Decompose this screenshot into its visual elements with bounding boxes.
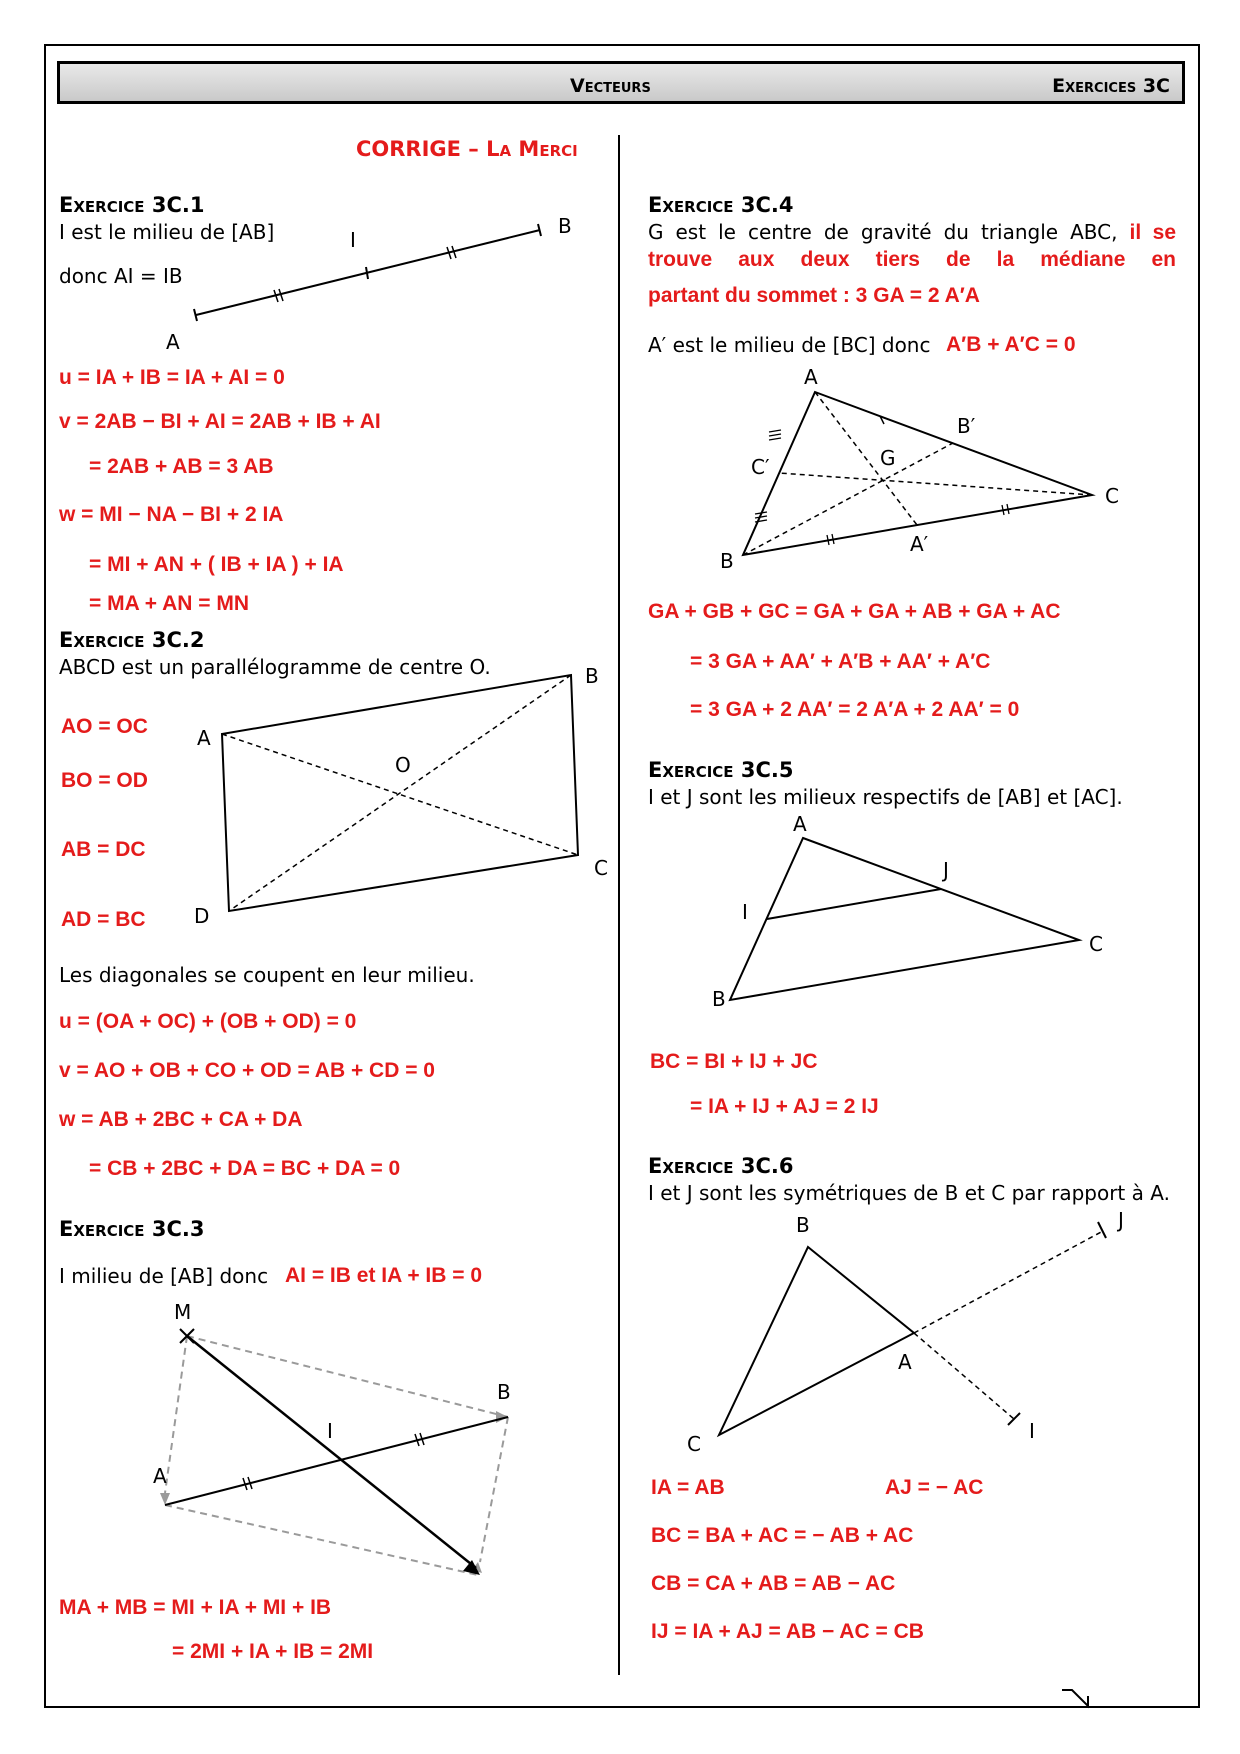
ex1-line-0: donc AI = IB [59, 264, 183, 288]
ex5-label-c: C [1089, 932, 1103, 956]
ex1-line-1: u = IA + IB = IA + AI = 0 [59, 366, 285, 389]
ex2-eq-2: AB = DC [61, 838, 146, 861]
ex1-line-6: = MA + AN = MN [89, 592, 250, 615]
ex3-text: I milieu de [AB] donc [59, 1264, 269, 1288]
corrige-title: CORRIGE – La Merci [356, 137, 578, 161]
ex2-line-2: w = AB + 2BC + CA + DA [59, 1108, 303, 1131]
ex6-right: AJ = − AC [885, 1476, 984, 1499]
ex6-line-1: BC = BA + AC = − AB + AC [651, 1524, 914, 1547]
ex3-title: Exercice 3C.3 [59, 1217, 205, 1241]
header-title: Vecteurs [570, 75, 651, 97]
ex4-label-b-prime: B′ [957, 414, 976, 438]
ex5-line-0: BC = BI + IJ + JC [650, 1050, 818, 1073]
ex3-label-b: B [497, 1380, 511, 1404]
ex1-label-a: A [166, 330, 180, 354]
header-exercises: Exercices 3C [1052, 75, 1170, 97]
ex2-note: Les diagonales se coupent en leur milieu. [59, 963, 475, 987]
ex2-title: Exercice 3C.2 [59, 628, 205, 652]
ex5-text: I et J sont les milieux respectifs de [AB] et [AC]. [648, 785, 1123, 809]
ex2-label-a: A [197, 726, 211, 750]
ex6-line-0: IA = AB [651, 1476, 725, 1499]
ex4-label-a-prime: A′ [910, 532, 929, 556]
ex2-label-b: B [585, 664, 599, 688]
ex4-text2: A′ est le milieu de [BC] donc [648, 333, 931, 357]
ex2-label-o: O [395, 753, 411, 777]
ex6-label-i: I [1029, 1419, 1035, 1443]
ex2-line-0: u = (OA + OC) + (OB + OD) = 0 [59, 1010, 357, 1033]
ex5-line-1: = IA + IJ + AJ = 2 IJ [690, 1095, 879, 1118]
ex4-red1: il se [1129, 221, 1176, 244]
ex1-label-b: B [558, 214, 572, 238]
ex2-label-d: D [194, 904, 210, 928]
ex6-title: Exercice 3C.6 [648, 1154, 794, 1178]
ex6-label-j: J [1118, 1208, 1124, 1232]
ex3-line-1: = 2MI + IA + IB = 2MI [172, 1640, 374, 1663]
ex4-red2: trouve aux deux tiers de la médiane en [648, 248, 1176, 271]
ex5-label-b: B [712, 987, 726, 1011]
ex1-line-2: v = 2AB − BI + AI = 2AB + IB + AI [59, 410, 381, 433]
ex3-line-0: MA + MB = MI + IA + MI + IB [59, 1596, 332, 1619]
ex4-label-c: C [1105, 484, 1119, 508]
ex4-title: Exercice 3C.4 [648, 193, 794, 217]
ex6-text: I et J sont les symétriques de B et C par rapport à A. [648, 1181, 1170, 1205]
ex2-line-1: v = AO + OB + CO + OD = AB + CD = 0 [59, 1059, 435, 1082]
ex3-label-a: A [153, 1464, 167, 1488]
ex1-label-i: I [350, 228, 356, 252]
ex1-line-4: w = MI − NA − BI + 2 IA [59, 503, 284, 526]
ex2-eq-0: AO = OC [61, 715, 148, 738]
ex5-label-j: J [943, 858, 949, 882]
ex4-label-g: G [880, 446, 896, 470]
ex4-red3: partant du sommet : 3 GA = 2 A′A [648, 284, 980, 307]
ex4-line-1: = 3 GA + AA′ + A′B + AA′ + A′C [690, 650, 991, 673]
ex1-title: Exercice 3C.1 [59, 193, 205, 217]
ex1-line-5: = MI + AN + ( IB + IA ) + IA [89, 553, 344, 576]
ex3-eq: AI = IB et IA + IB = 0 [285, 1264, 483, 1287]
ex3-label-i: I [327, 1419, 333, 1443]
ex6-label-c: C [687, 1432, 701, 1456]
ex5-label-i: I [742, 900, 748, 924]
ex5-title: Exercice 3C.5 [648, 758, 794, 782]
ex4-label-b: B [720, 549, 734, 573]
ex4-label-a: A [804, 365, 818, 389]
ex4-eq2: A′B + A′C = 0 [946, 333, 1076, 356]
ex2-text: ABCD est un parallélogramme de centre O. [59, 655, 491, 679]
ex6-label-b: B [796, 1213, 810, 1237]
ex4-text1: G est le centre de gravité du triangle ABC, [648, 220, 1118, 244]
ex2-line-3: = CB + 2BC + DA = BC + DA = 0 [89, 1157, 401, 1180]
ex6-label-a: A [898, 1350, 912, 1374]
ex4-label-c-prime: C′ [751, 455, 770, 479]
ex4-line-2: = 3 GA + 2 AA′ = 2 A′A + 2 AA′ = 0 [690, 698, 1020, 721]
ex5-label-a: A [793, 812, 807, 836]
ex1-line-3: = 2AB + AB = 3 AB [89, 455, 274, 478]
ex4-line-0: GA + GB + GC = GA + GA + AB + GA + AC [648, 600, 1061, 623]
ex2-eq-3: AD = BC [61, 908, 146, 931]
ex2-label-c: C [594, 856, 608, 880]
ex2-eq-1: BO = OD [61, 769, 148, 792]
ex6-line-3: IJ = IA + AJ = AB − AC = CB [651, 1620, 924, 1643]
ex1-text: I est le milieu de [AB] [59, 220, 275, 244]
ex3-label-m: M [174, 1300, 192, 1324]
ex6-line-2: CB = CA + AB = AB − AC [651, 1572, 896, 1595]
